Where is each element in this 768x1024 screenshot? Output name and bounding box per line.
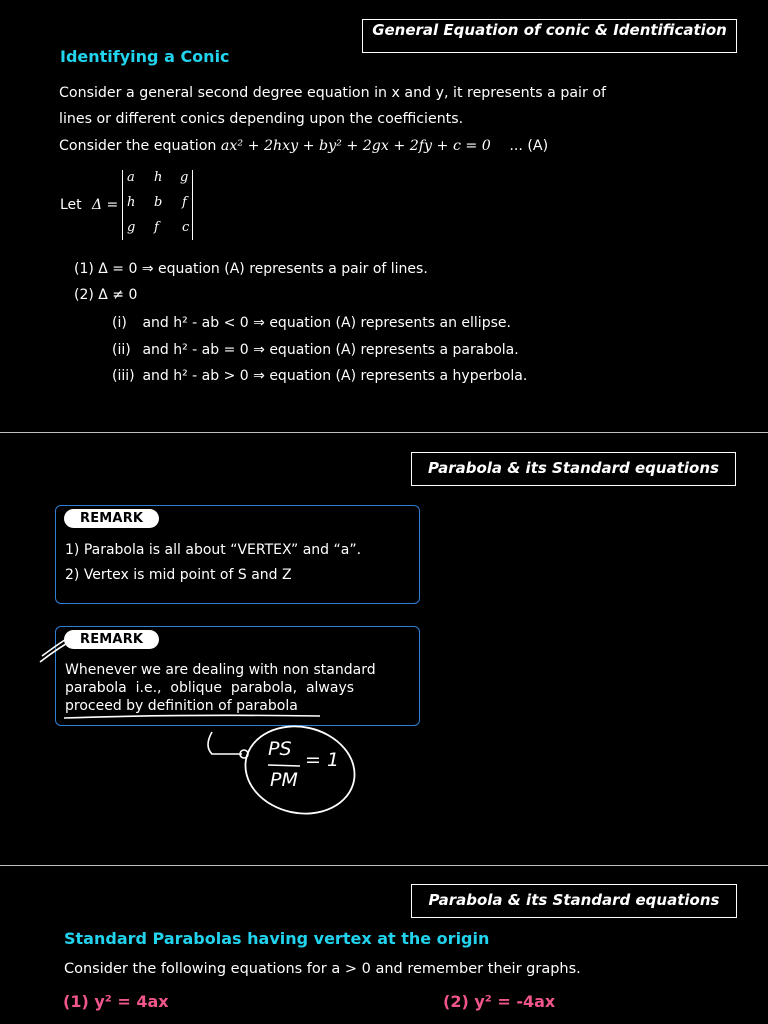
subcase-text: and h² - ab < 0 ⇒ equation (A) represents an ellipse.	[142, 315, 511, 331]
let-label: Let	[60, 197, 82, 213]
general-equation: ax² + 2hxy + by² + 2gx + 2fy + c = 0	[220, 138, 491, 154]
paragraph-line: lines or different conics depending upon the coefficients.	[59, 111, 464, 127]
parabola-equation-2: (2) y² = -4ax	[443, 992, 556, 1011]
determinant-cell: f	[154, 220, 159, 235]
section-heading: Standard Parabolas having vertex at the origin	[64, 929, 490, 948]
handwritten-annotation	[30, 630, 370, 820]
case-item: (2) Δ ≠ 0	[74, 287, 138, 303]
remark-line: parabola i.e., oblique parabola, always	[65, 680, 355, 696]
subcase-number: (ii)	[112, 342, 131, 358]
paragraph-line: Consider a general second degree equation in x and y, it represents a pair of	[59, 85, 606, 101]
page-divider	[0, 865, 768, 866]
handwritten-numerator: PS	[268, 738, 292, 760]
section-title: Parabola & its Standard equations	[428, 459, 719, 477]
parabola-equation-1: (1) y² = 4ax	[63, 992, 169, 1011]
section-title-box	[411, 452, 736, 486]
section-title: Parabola & its Standard equations	[428, 891, 720, 909]
subcase-item	[112, 337, 519, 363]
handwritten-denominator: PM	[270, 769, 298, 791]
determinant-cell: f	[182, 195, 187, 210]
determinant-cell: b	[154, 195, 163, 210]
remark-line: 1) Parabola is all about “VERTEX” and “a”.	[65, 542, 362, 558]
determinant-cell: h	[127, 195, 136, 210]
subcase-text: and h² - ab = 0 ⇒ equation (A) represents a parabola.	[142, 342, 519, 358]
delta-symbol: Δ =	[92, 197, 119, 213]
general-equation-line	[59, 133, 548, 159]
determinant-cell: h	[154, 170, 163, 185]
determinant	[122, 168, 194, 242]
section-title: General Equation of conic & Identification	[372, 21, 727, 39]
subcase-item	[112, 310, 511, 336]
section-heading: Identifying a Conic	[60, 47, 230, 66]
determinant-cell: c	[182, 220, 190, 235]
subcase-number: (iii)	[112, 368, 135, 384]
subcase-number: (i)	[112, 315, 127, 331]
subcase-text: and h² - ab > 0 ⇒ equation (A) represents a hyperbola.	[142, 368, 528, 384]
section-title-box	[362, 19, 737, 53]
remark-badge: REMARK	[64, 509, 159, 528]
remark-line: proceed by definition of parabola	[65, 698, 298, 714]
remark-line: Whenever we are dealing with non standard	[65, 662, 376, 678]
equation-prefix: Consider the equation	[59, 138, 217, 154]
handwritten-equals: = 1	[305, 749, 340, 771]
determinant-cell: a	[127, 170, 135, 185]
remark-badge: REMARK	[64, 630, 159, 649]
case-item: (1) Δ = 0 ⇒ equation (A) represents a pair of lines.	[74, 261, 428, 277]
subcase-item	[112, 363, 527, 389]
determinant-cell: g	[180, 170, 189, 185]
remark-line: 2) Vertex is mid point of S and Z	[65, 567, 292, 583]
remark-box	[55, 505, 420, 604]
section-title-box	[411, 884, 737, 918]
determinant-cell: g	[127, 220, 136, 235]
equation-tag: ... (A)	[509, 138, 549, 154]
intro-text: Consider the following equations for a > 0 and remember their graphs.	[64, 961, 581, 977]
page-divider	[0, 432, 768, 433]
